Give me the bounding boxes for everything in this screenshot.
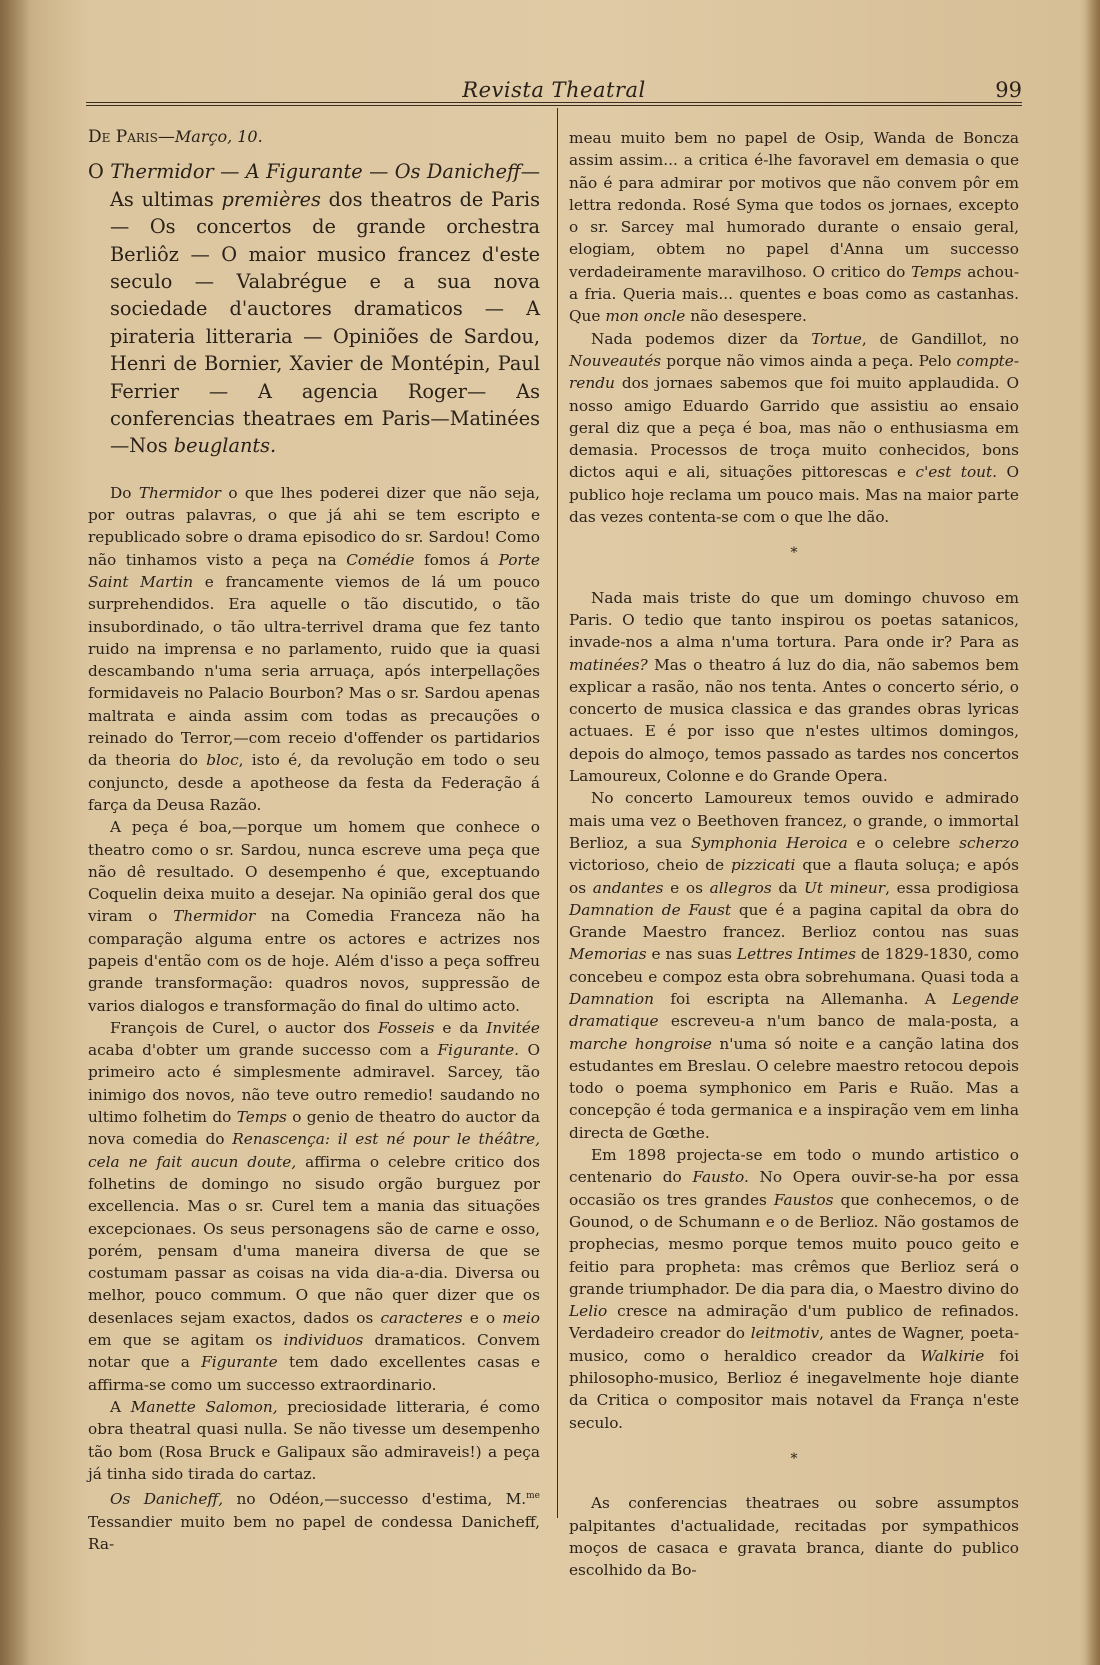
paragraph: A peça é boa,—porque um homem que conhece o theatro como o sr. Sardou, nunca escreve uma peça que não dê resultado. O desempenho é que, exceptuando Coquelin deixa muito a desejar. Na opinião geral dos que viram o Thermidor na Comedia Franceza não ha comparação alguma entre os actores e actrizes nos papeis d'então com os de hoje. Além d'isso a peça soffreu grande transformação: quadros novos, suppressão de varios dialogos e transformação do final do ultimo acto. [88, 818, 540, 1015]
summary-title: A Figurante [245, 160, 363, 184]
journal-title: Revista Theatral [462, 78, 646, 102]
paragraph: A Manette Salomon, preciosidade litteraria, é como obra theatral quasi nulla. Se não tivesse um desempenho tão bom (Rosa Bruck e Galipaux são admiraveis!) a peça já tinha sido tirada do cartaz. [88, 1397, 540, 1483]
summary-title: premières [221, 187, 321, 211]
column-divider [557, 108, 558, 1518]
right-column [569, 127, 1019, 1581]
dateline-date: Março, 10. [174, 127, 263, 146]
paragraph: François de Curel, o auctor dos Fosseis e da Invitée acaba d'obter um grande successo com a Figurante. O primeiro acto é simplesmente admiravel. Sarcey, tão inimigo dos novos, não teve outro remedio! saudando no ultimo folhetim do Temps o genio de theatro do auctor da nova comedia do Renascença: il est né pour le théâtre, cela ne fait aucun doute, affirma o celebre critico dos folhetins de domingo no sisudo orgão burguez por excellencia. Mas o sr. Curel tem a mania das situações excepcionaes. Os seus personagens são de carne e osso, porém, pensam d'uma maneira diversa de que se costumam passar as coisas na vida dia-a-dia. Diversa ou melhor, pouco commum. O que não quer dizer que os desenlaces sejam exactos, dados os caracteres e o meio em que se agitam os individuos dramaticos. Convem notar que a Figurante tem dado excellentes casas e affirma-se como um successo extraordinario. [88, 1018, 541, 1394]
header-rule [86, 102, 1022, 106]
article-summary [88, 158, 540, 459]
paragraph: As conferencias theatraes ou sobre assumptos palpitantes d'actualidade, recitadas por sympathicos moços de casaca e gravata branca, diante do publico escolhido da Bo- [569, 1494, 1019, 1580]
summary-text: — [362, 160, 395, 184]
paragraph: No concerto Lamoureux temos ouvido e admirado mais uma vez o Beethoven francez, o grande, o immortal Berlioz, a sua Symphonia Heroica e o celebre scherzo victorioso, cheio de pizzicati que a flauta soluça; e após os andantes e os allegros da Ut mineur, essa prodigiosa Damnation de Faust que é a pagina capital da obra do Grande Maestro francez. Berlioz contou nas suas Memorias e nas suas Lettres Intimes de 1829-1830, como concebeu e compoz esta obra sobrehumana. Quasi toda a Damnation foi escripta na Allemanha. A Legende dramatique escreveu-a n'um banco de mala-posta, a marche hongroise n'uma só noite e a canção latina dos estudantes em Breslau. O celebre maestro retocou depois todo o poema symphonico em Paris e Ruão. Mas a concepção é toda germanica e a inspiração vem em linha directa de Gœthe. [569, 789, 1020, 1142]
summary-text: — As ultimas [110, 160, 540, 211]
summary-title: beuglants. [173, 434, 277, 458]
paragraph: meau muito bem no papel de Osip, Wanda de Boncza assim assim... a critica é-lhe favoravel em demasia o que não é para admirar por motivos que não convem pôr em lettra redonda. Rosé Syma que todos os jornaes, excepto o sr. Sarcey mal humorado durante o ensaio geral, elogiam, obtem no papel d'Anna um successo verdadeiramente maravilhoso. O critico do Temps achou-a fria. Queria mais... quentes e boas como as castanhas. Que mon oncle não desespere. [569, 129, 1019, 326]
dateline-place: De Paris— [88, 127, 175, 147]
summary-title: Os Danicheff [394, 160, 521, 184]
summary-title: Thermidor [110, 160, 214, 184]
paragraph: Do Thermidor o que lhes poderei dizer que não seja, por outras palavras, o que já ahi se tem escripto e republicado sobre o drama episodico do sr. Sardou! Como não tinhamos visto a peça na Comédie fomos á Porte Saint Martin e francamente viemos de lá um pouco surprehendidos. Era aquelle o tão discutido, o tão insubordinado, o tão ultra-terrivel drama que fez tanto ruido na imprensa e no parlamento, ruido que ia quasi descambando n'uma seria arruaça, após interpellações formidaveis no Palacio Bourbon? Mas o sr. Sardou apenas maltrata e ainda assim com todas as precauções o reinado do Terror,—com receio d'offender os partidarios da theoria do bloc, isto é, da revolução em todo o seu conjuncto, desde a apotheose da festa da Federação á farça da Deusa Razão. [88, 483, 541, 814]
left-column [88, 126, 540, 1555]
summary-text: — [213, 160, 246, 184]
summary-text: dos theatros de Paris — Os concertos de grande orchestra Berliôz — O maior musico francez d'este seculo — Valabrégue e a sua nova sociedade d'auctores dramaticos — A pirateria litteraria — Opiniões de Sardou, Henri de Bornier, Xavier de Montépin, Paul Ferrier — A agencia Roger— As conferencias theatraes em Paris—Matinées —Nos [110, 187, 540, 458]
section-separator: * [790, 1450, 798, 1467]
summary-text: O [88, 160, 111, 184]
paragraph: Nada mais triste do que um domingo chuvoso em Paris. O tedio que tanto inspirou os poetas satanicos, invade-nos a alma n'uma tortura. Para onde ir? Para as matinées? Mas o theatro á luz do dia, não sabemos bem explicar a rasão, não nos tenta. Antes o concerto sério, o concerto de musica classica e das grandes obras lyricas actuaes. E é por isso que n'estes ultimos domingos, depois do almoço, temos passado as tardes nos concertos Lamoureux, Colonne e do Grande Opera. [569, 588, 1019, 786]
page-number: 99 [995, 78, 1022, 102]
page-gutter-shadow [0, 0, 30, 1665]
paragraph: Em 1898 projecta-se em todo o mundo artistico o centenario do Fausto. No Opera ouvir-se-ha por essa occasião os tres grandes Faustos que conhecemos, o de Gounod, o de Schumann e o de Berlioz. Não gostamos de prophecias, mesmo porque temos muito pouco geito e feitio para propheta: mas crêmos que Berlioz será o grande triumphador. De dia para dia, o Maestro divino do Lelio cresce na admiração d'um publico de refinados. Verdadeiro creador do leitmotiv, antes de Wagner, poeta-musico, como o heraldico creador da Walkirie foi philosopho-musico, Berlioz é inegavelmente hoje diante da Critica o compositor mais notavel da França n'este seculo. [569, 1146, 1019, 1432]
section-separator: * [790, 545, 798, 562]
page-edge [1086, 0, 1100, 1665]
paragraph: Os Danicheff, no Odéon,—successo d'estima, M.$^{me}$ Tessandier muito bem no papel de condessa Danicheff, Ra- [88, 1490, 540, 1553]
running-header [86, 78, 1022, 102]
dateline [88, 126, 540, 148]
paragraph: Nada podemos dizer da Tortue, de Gandillot, no Nouveautés porque não vimos ainda a peça. Pelo compte-rendu dos jornaes sabemos que foi muito applaudida. O nosso amigo Eduardo Garrido que assistiu ao ensaio geral diz que a peça é boa, mas não o enthusiasma em demasia. Processos de troça muito conhecidos, bons dictos aqui e ali, situações pittorescas e c'est tout. O publico hoje reclama um pouco mais. Mas na maior parte das vezes contenta-se com o que lhe dão. [569, 329, 1019, 527]
